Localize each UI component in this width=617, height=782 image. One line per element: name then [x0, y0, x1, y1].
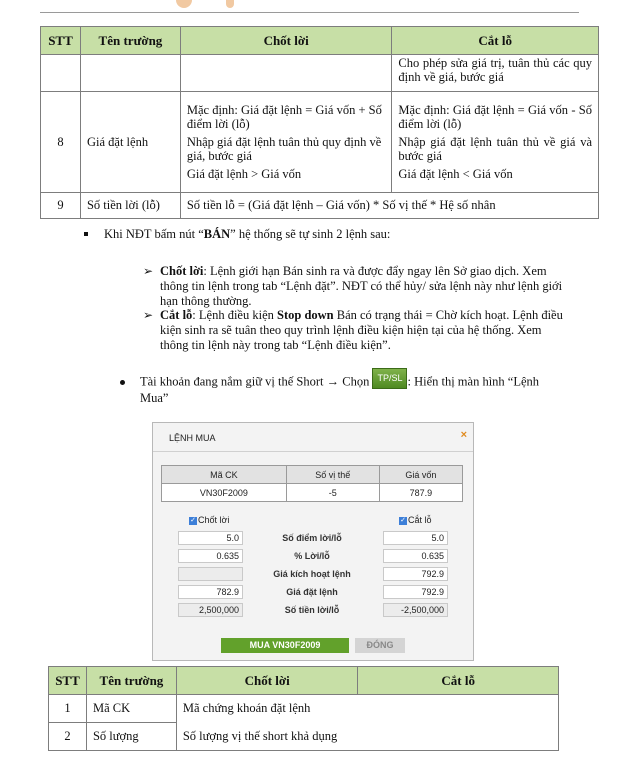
cell-stt: 8	[41, 92, 81, 193]
col-take-profit: Chốt lời	[176, 667, 358, 695]
arrow-bullet-icon: ➢	[143, 308, 154, 322]
table-row	[41, 55, 599, 92]
bullet-text: Tài khoản đang nắm giữ vị thế Short → Chọn TP/SL : Hiển thị màn hình “Lệnh	[140, 372, 539, 393]
col-field: Tên trường	[86, 667, 176, 695]
field-label: % Lời/lỗ	[294, 551, 330, 561]
take-percent-input[interactable]: 0.635	[178, 549, 243, 563]
position-value: -5	[286, 484, 379, 502]
cell-desc: Số lượng vị thế short khả dụng	[176, 723, 558, 751]
checkbox-checked-icon: ✓	[400, 516, 406, 524]
position-info-table	[161, 465, 463, 502]
take-profit-paragraph: Chốt lời: Lệnh giới hạn Bán sinh ra và được đẩy ngay lên Sở giao dịch. Xem thông tin lệnh trong tab “Lệnh đặt”. NĐT có thể hủy/ sửa lệnh này như lệnh giới hạn thông thường.	[160, 264, 563, 308]
cut-percent-input[interactable]: 0.635	[383, 549, 448, 563]
cell-stt: 2	[49, 723, 87, 751]
dialog-title: LỆNH MUA	[169, 433, 216, 443]
header-decoration	[226, 0, 234, 8]
checkbox-checked-icon: ✓	[190, 516, 196, 524]
cell-cut: Mặc định: Giá đặt lệnh = Giá vốn - Số điểm lời (lỗ) Nhập giá đặt lệnh tuân thủ về giá và bước giá Giá đặt lệnh < Giá vốn	[392, 92, 599, 193]
cell-stt: 9	[41, 193, 81, 219]
table-header-row	[49, 667, 559, 695]
col-stt: STT	[41, 27, 81, 55]
take-profit-checkbox[interactable]: ✓ Chốt lời	[190, 515, 230, 525]
header-decoration	[176, 0, 192, 8]
stop-loss-checkbox[interactable]: ✓ Cắt lỗ	[400, 515, 432, 525]
header-line	[40, 12, 579, 13]
cell-field: Số tiền lời (lỗ)	[80, 193, 180, 219]
stop-loss-paragraph: Cắt lỗ: Lệnh điều kiện Stop down Bán có trạng thái = Chờ kích hoạt. Lệnh điều kiện sinh ra sẽ tuân theo quy trình lệnh điều kiện hiện tại của hệ thống. Xem thông tin lệnh này trong tab “Lệnh điều kiện”.	[160, 308, 563, 352]
col-stt: STT	[49, 667, 87, 695]
field-label: Số tiền lời/lỗ	[284, 605, 340, 615]
close-button[interactable]: ĐÓNG	[355, 638, 405, 653]
field-label: Số điểm lời/lỗ	[282, 533, 342, 543]
cell-stt: 1	[49, 695, 87, 723]
field-label: Giá đặt lệnh	[286, 587, 338, 597]
take-price-input[interactable]: 782.9	[178, 585, 243, 599]
square-bullet-icon	[84, 232, 88, 236]
cell-formula: Số tiền lỗ = (Giá đặt lệnh – Giá vốn) * Số vị thế * Hệ số nhân	[180, 193, 598, 219]
col-position: Số vị thế	[286, 466, 379, 484]
col-stop-loss: Cắt lỗ	[392, 27, 599, 55]
fields-table-2	[48, 666, 559, 751]
cut-trigger-input[interactable]: 792.9	[383, 567, 448, 581]
field-label: Giá kích hoạt lệnh	[273, 569, 351, 579]
cell-cut: Cho phép sửa giá trị, tuân thủ các quy định về giá, bước giá	[392, 55, 599, 92]
arrow-bullet-icon: ➢	[143, 264, 154, 278]
cell-field: Số lượng	[86, 723, 176, 751]
cell-desc: Mã chứng khoán đặt lệnh	[176, 695, 558, 723]
col-take-profit: Chốt lời	[180, 27, 392, 55]
take-trigger-input	[178, 567, 243, 581]
close-icon[interactable]: ×	[460, 429, 467, 441]
table-row	[41, 92, 599, 193]
col-stop-loss: Cắt lỗ	[358, 667, 559, 695]
cost-value: 787.9	[379, 484, 462, 502]
col-cost: Giá vốn	[379, 466, 462, 484]
symbol-value: VN30F2009	[162, 484, 287, 502]
cell-field: Giá đặt lệnh	[80, 92, 180, 193]
fields-table-1	[40, 26, 599, 219]
table-row	[41, 193, 599, 219]
buy-button[interactable]: MUA VN30F2009	[221, 638, 349, 653]
dialog-divider	[153, 451, 473, 452]
round-bullet-icon	[120, 380, 125, 385]
cell-take: Mặc định: Giá đặt lệnh = Giá vốn + Số điểm lời (lỗ) Nhập giá đặt lệnh tuân thủ quy định về giá, bước giá Giá đặt lệnh > Giá vốn	[180, 92, 392, 193]
bullet-text: Khi NĐT bấm nút “BÁN” hệ thống sẽ tự sinh 2 lệnh sau:	[104, 227, 391, 241]
take-amount-value: 2,500,000	[178, 603, 243, 617]
col-field: Tên trường	[80, 27, 180, 55]
cut-amount-value: -2,500,000	[383, 603, 448, 617]
table-row	[49, 723, 559, 751]
buy-order-dialog	[152, 422, 474, 661]
table-row	[49, 695, 559, 723]
col-symbol: Mã CK	[162, 466, 287, 484]
table-header-row	[41, 27, 599, 55]
cell-field: Mã CK	[86, 695, 176, 723]
cut-price-input[interactable]: 792.9	[383, 585, 448, 599]
take-points-input[interactable]: 5.0	[178, 531, 243, 545]
cut-points-input[interactable]: 5.0	[383, 531, 448, 545]
bullet-text-cont: Mua”	[140, 391, 169, 405]
tpsl-button[interactable]: TP/SL	[372, 368, 407, 389]
